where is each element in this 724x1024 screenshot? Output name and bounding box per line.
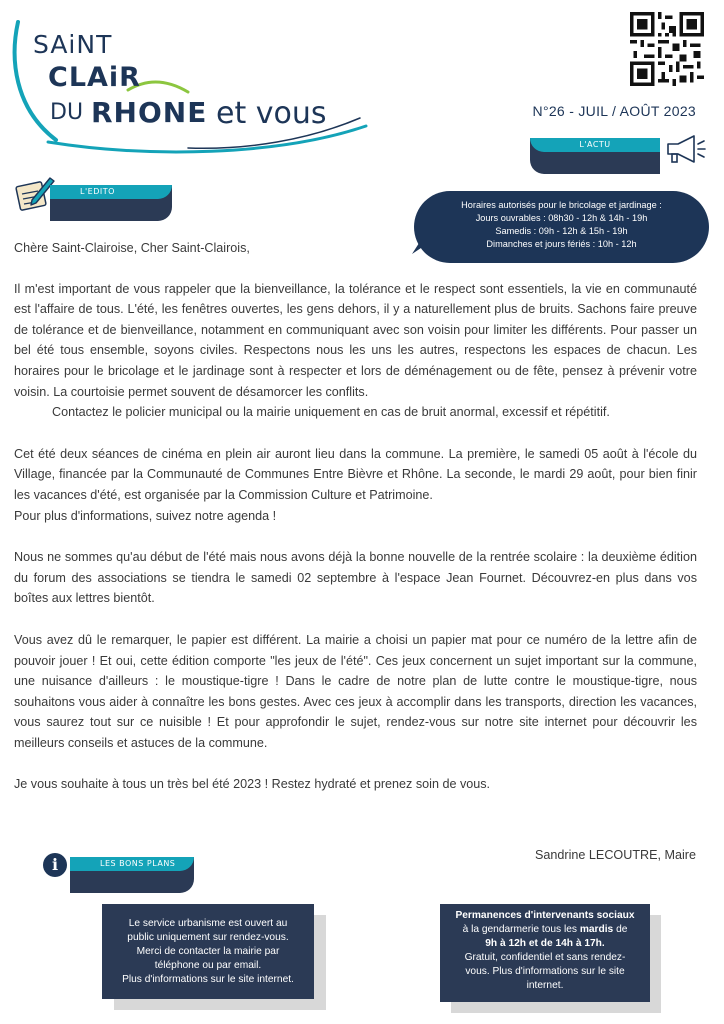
- signature: Sandrine LECOUTRE, Maire: [535, 848, 696, 862]
- section-tag-label: LES BONS PLANS: [70, 857, 194, 871]
- box-line: 9h à 12h et de 14h à 17h.: [485, 938, 605, 949]
- box-line: Le service urbanisme est ouvert au: [128, 918, 288, 929]
- box-line: téléphone ou par email.: [154, 960, 262, 971]
- megaphone-icon: [664, 132, 706, 166]
- paragraph: Vous avez dû le remarquer, le papier est différent. La mairie a choisi un papier mat pour ce numéro de la lettre afin de pouvoir jouer ! Et oui, cette édition comporte "les jeux de l'été". Ces jeux concernent un sujet important sur la commune, une nuisance d'ailleurs : le moustique-tigre ! Dans le cadre de notre plan de lutte contre le moustique-tigre, nous souhaitons vous aider à connaître les bons gestes. Avec ces jeux à accomplir dans les transports, direction les vacances, vous saurez tout sur ce nuisible ! Et pour approfondir le sujet, rendez-vous sur notre site internet pour découvrir les meilleurs conseils et astuces de la commune.: [14, 632, 697, 750]
- logo-word-saint: SAiNT: [33, 30, 113, 59]
- hours-weekdays: Jours ouvrables : 08h30 - 12h & 14h - 19h: [475, 213, 648, 223]
- box-line: public uniquement sur rendez-vous.: [127, 932, 289, 943]
- logo-word-etvous: et vous: [216, 96, 327, 131]
- masthead-logo: [8, 8, 378, 158]
- section-tag-label: L'EDITO: [50, 185, 172, 199]
- logo-word-du: DU: [50, 100, 84, 125]
- box-line: Gratuit, confidentiel et sans rendez-: [464, 952, 626, 963]
- box-line: vous. Plus d'informations sur le site: [465, 966, 625, 977]
- section-tag-actu: [530, 138, 660, 174]
- logo-word-rhone: RHONE: [91, 96, 208, 129]
- hours-title: Horaires autorisés pour le bricolage et jardinage :: [461, 200, 662, 210]
- paragraph: Je vous souhaite à tous un très bel été 2023 ! Restez hydraté et prenez soin de vous.: [14, 777, 491, 792]
- box-line: internet.: [526, 980, 564, 991]
- box-line: Permanences d'intervenants sociaux: [455, 910, 635, 921]
- box-line: Plus d'informations sur le site internet.: [122, 974, 294, 985]
- permanences-box: [440, 904, 650, 1002]
- paragraph: Nous ne sommes qu'au début de l'été mais nous avons déjà la bonne nouvelle de la rentrée scolaire : la deuxième édition du forum des associations se tiendra le samedi 02 septembre à l'espace Jean Fournet. Découvrez-en plus dans vos boîtes aux lettres bientôt.: [14, 550, 697, 606]
- paragraph: Cet été deux séances de cinéma en plein air auront lieu dans la commune. La première, le samedi 05 août à l'école du Village, financée par la Communauté de Communes Entre Bièvre et Rhône. La seconde, le mardi 29 août, pour bien finir les vacances d'été, est organisée par la Commission Culture et Patrimoine.: [14, 446, 697, 502]
- box-line: à la gendarmerie tous les mardis de: [462, 924, 628, 935]
- info-icon: i: [43, 853, 67, 877]
- hours-saturday: Samedis : 09h - 12h & 15h - 19h: [495, 226, 628, 236]
- paragraph: Pour plus d'informations, suivez notre agenda !: [14, 508, 277, 523]
- hours-sunday: Dimanches et jours fériés : 10h - 12h: [486, 239, 637, 249]
- qr-code-icon[interactable]: [630, 12, 704, 86]
- box-line: Merci de contacter la mairie par: [136, 946, 280, 957]
- issue-number: N°26 - JUIL / AOÛT 2023: [532, 103, 696, 119]
- section-tag-bons-plans: [70, 857, 194, 893]
- paragraph: Il m'est important de vous rappeler que la bienveillance, la tolérance et le respect sont essentiels, la vie en communauté est l'affaire de tous. L'été, les fenêtres ouvertes, les gens dehors, il y a naturellement plus de bruits. Sachons faire preuve de tolérance et de bienveillance, notamment en communiquant avec son voisin pour limiter les différents. Pour passer un bel été tous ensemble, soyons civiles. Respectons nous les uns les autres, respectons les espaces de chacun. Les horaires pour le bricolage et le jardinage sont à respecter et lors de déménagement ou de fête, pensez à prévenir votre voisin. La courtoisie permet souvent de désamorcer les conflits.: [14, 281, 697, 399]
- paragraph: Contactez le policier municipal ou la mairie uniquement en cas de bruit anormal, excessif et répétitif.: [52, 405, 610, 420]
- edito-body: [14, 238, 697, 795]
- urbanisme-box: [102, 904, 314, 999]
- section-tag-edito: [50, 185, 172, 221]
- logo-word-clair: CLAiR: [48, 62, 141, 93]
- salutation: Chère Saint-Clairoise, Cher Saint-Clairois,: [14, 241, 250, 255]
- section-tag-label: L'ACTU: [530, 138, 660, 152]
